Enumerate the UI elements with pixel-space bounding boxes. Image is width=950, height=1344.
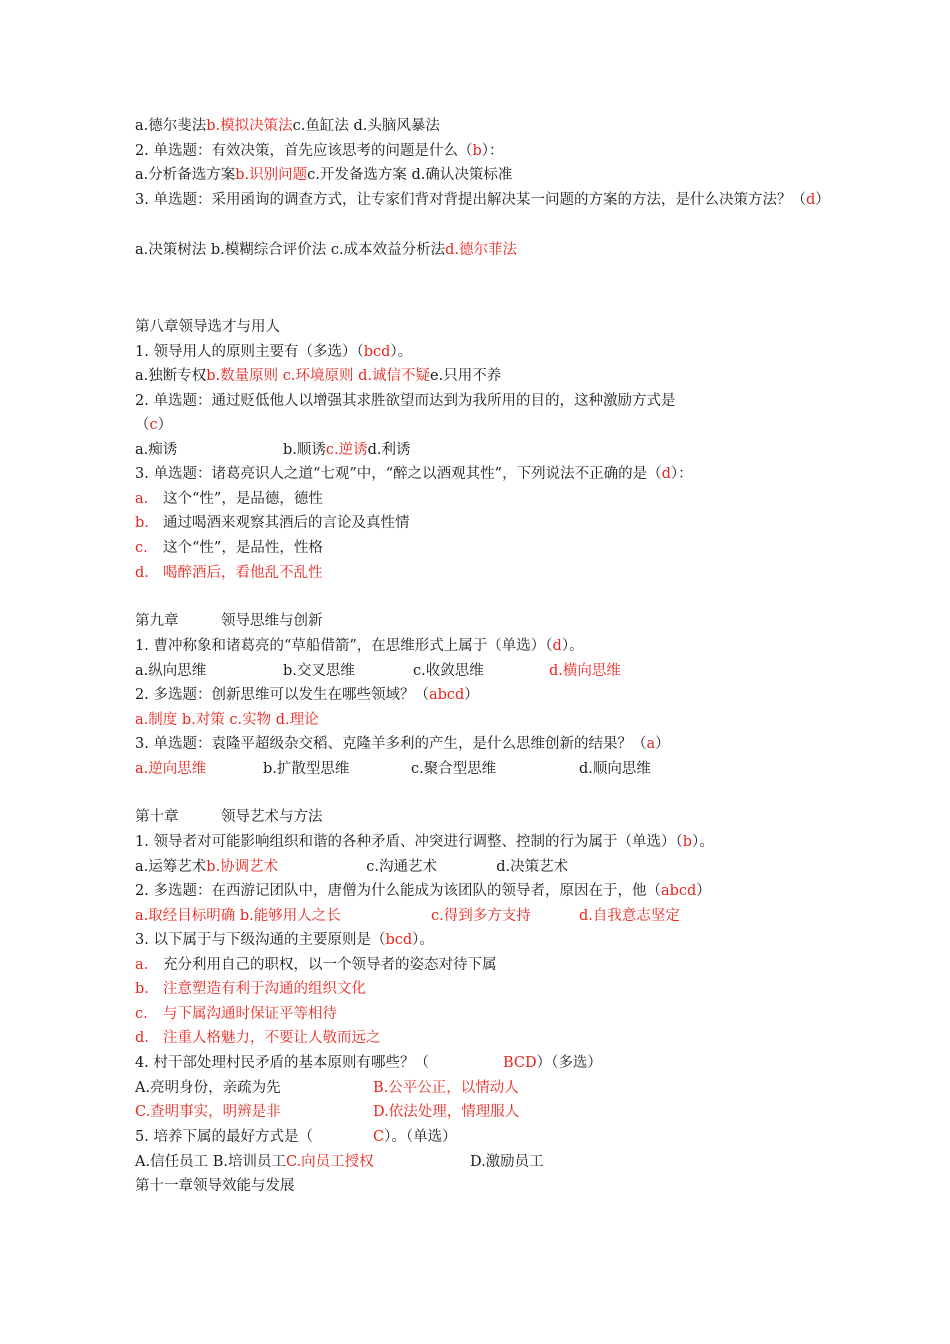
question-text: 通过喝酒来观察其酒后的言论及真性情 xyxy=(163,515,410,531)
question-text: a.纵向思维 xyxy=(135,663,207,679)
text-line xyxy=(135,364,830,388)
question-text: 2. 单选题：有效决策，首先应该思考的问题是什么（ xyxy=(135,143,473,159)
text-line xyxy=(135,315,830,339)
answer-text: d. xyxy=(135,565,149,581)
question-text: D.激励员工 xyxy=(469,1154,544,1170)
question-text: c.开发备选方案 d.确认决策标准 xyxy=(307,167,513,183)
question-text: 1. 领导者对可能影响组织和谐的各种矛盾、冲突进行调整、控制的行为属于（单选）（ xyxy=(135,834,683,850)
question-text: a.决策树法 b.模糊综合评价法 c.成本效益分析法 xyxy=(135,242,446,258)
question-text: d.利诱 xyxy=(367,442,411,458)
text-line xyxy=(135,561,830,585)
question-text: 1. 曹冲称象和诸葛亮的“草船借箭”，在思维形式上属于（单选）（ xyxy=(135,638,553,654)
text-line xyxy=(135,879,830,903)
text-line xyxy=(135,1076,830,1100)
answer-text: abcd xyxy=(428,687,465,703)
answer-text: bcd xyxy=(385,932,413,948)
question-text: ）。 xyxy=(390,344,413,360)
text-line xyxy=(135,708,830,732)
question-text: 第十一章领导效能与发展 xyxy=(135,1178,295,1194)
answer-text: b xyxy=(472,143,482,159)
answer-text: d.横向思维 xyxy=(549,663,621,679)
question-text: 3. 单选题：袁隆平超级杂交稻、克隆羊多利的产生，是什么思维创新的结果？（ xyxy=(135,736,647,752)
text-line xyxy=(135,139,830,163)
question-text: A.信任员工 B.培训员工 xyxy=(135,1154,286,1170)
answer-text: b. xyxy=(135,515,149,531)
answer-text: c. xyxy=(135,540,148,556)
question-text: A.亮明身份，亲疏为先 xyxy=(135,1080,281,1096)
question-text: 第十章 xyxy=(135,809,179,825)
text-line xyxy=(135,340,830,364)
question-text: ）。 xyxy=(412,932,434,948)
text-line xyxy=(135,1002,830,1026)
text-line xyxy=(135,634,830,658)
answer-text: b.数量原则 c.环境原则 d.诚信不疑 xyxy=(206,368,430,384)
text-line xyxy=(135,659,830,683)
question-text: 这个“性”，是品性，性格 xyxy=(163,540,323,556)
answer-text: C.查明事实，明辨是非 xyxy=(135,1104,281,1120)
text-line xyxy=(135,977,830,1001)
text-line xyxy=(135,732,830,756)
text-line xyxy=(135,1100,830,1124)
text-line xyxy=(135,904,830,928)
question-text: 2. 单选题：通过贬低他人以增强其求胜欲望而达到为我所用的目的，这种激励方式是 xyxy=(135,393,676,409)
answer-text: d xyxy=(552,638,562,654)
answer-text: d.德尔菲法 xyxy=(445,242,517,258)
answer-text: C xyxy=(373,1129,385,1145)
text-line xyxy=(135,413,830,437)
question-text: 领导思维与创新 xyxy=(221,613,323,629)
text-line xyxy=(135,928,830,952)
question-text: 充分利用自己的职权，以一个领导者的姿态对待下属 xyxy=(163,957,497,973)
text-line xyxy=(135,1026,830,1050)
question-text: 这个“性”，是品德，德性 xyxy=(163,491,323,507)
question-text: ） xyxy=(655,736,670,752)
answer-text: a. xyxy=(135,491,149,507)
text-line xyxy=(135,511,830,535)
text-line xyxy=(135,462,830,486)
text-line xyxy=(135,536,830,560)
question-text: 1. 领导用人的原则主要有（多选）（ xyxy=(135,344,364,360)
text-line xyxy=(135,163,830,187)
answer-text: a. xyxy=(135,957,149,973)
answer-text: d. xyxy=(135,1030,149,1046)
answer-text: b.协调艺术 xyxy=(206,859,279,875)
answer-text: d.自我意志坚定 xyxy=(579,908,680,924)
question-text: b.交叉思维 xyxy=(283,663,355,679)
text-line xyxy=(135,1051,830,1075)
answer-text: b xyxy=(682,834,692,850)
question-text: ）（多选） xyxy=(536,1055,602,1071)
answer-text: d xyxy=(661,466,671,482)
answer-text: c xyxy=(149,417,158,433)
answer-text: b. xyxy=(135,981,149,997)
question-text: 3. 以下属于与下级沟通的主要原则是（ xyxy=(135,932,386,948)
question-text: d.决策艺术 xyxy=(496,859,569,875)
question-text: ） xyxy=(464,687,479,703)
question-text: a.德尔斐法 xyxy=(135,118,207,134)
question-text: ）： xyxy=(481,143,504,159)
question-text: ）。 xyxy=(692,834,714,850)
question-text: 领导艺术与方法 xyxy=(221,809,323,825)
text-line xyxy=(135,487,830,511)
answer-text: b.识别问题 xyxy=(235,167,308,183)
answer-text: d xyxy=(805,192,816,208)
question-text: 第八章领导选才与用人 xyxy=(135,319,280,335)
answer-text: c. xyxy=(135,1006,148,1022)
answer-text: bcd xyxy=(363,344,391,360)
text-line xyxy=(135,1174,830,1198)
question-text: 5. 培养下属的最好方式是（ xyxy=(135,1129,313,1145)
answer-text: 注重人格魅力，不要让人敬而远之 xyxy=(163,1030,381,1046)
answer-text: B.公平公正，以情动人 xyxy=(373,1080,519,1096)
answer-text: a.制度 b.对策 c.实物 d.理论 xyxy=(135,712,319,728)
question-text: a.痴诱 xyxy=(135,442,178,458)
answer-text: D.依法处理，情理服人 xyxy=(373,1104,520,1120)
question-text: ）。 xyxy=(561,638,584,654)
answer-text: a xyxy=(646,736,656,752)
answer-text: 注意塑造有利于沟通的组织文化 xyxy=(163,981,366,997)
answer-text: 与下属沟通时保证平等相待 xyxy=(163,1006,337,1022)
question-text: e.只用不养 xyxy=(430,368,502,384)
answer-text: C.向员工授权 xyxy=(285,1154,374,1170)
question-text: b.顺诱 xyxy=(283,442,326,458)
question-text: c.收敛思维 xyxy=(413,663,484,679)
question-text: 4. 村干部处理村民矛盾的基本原则有哪些？（ xyxy=(135,1055,429,1071)
question-text: ） xyxy=(815,192,830,208)
text-line xyxy=(135,114,830,138)
text-line xyxy=(135,953,830,977)
question-text: a.运筹艺术 xyxy=(135,859,207,875)
question-text: a.独断专权 xyxy=(135,368,207,384)
question-text: b.扩散型思维 xyxy=(263,761,350,777)
question-text: （ xyxy=(135,417,150,433)
question-text: 3. 单选题：诸葛亮识人之道“七观”中，“醉之以酒观其性”，下列说法不正确的是（ xyxy=(135,466,662,482)
text-line xyxy=(135,757,830,781)
question-text: c.鱼缸法 d.头脑风暴法 xyxy=(292,118,440,134)
answer-text: a.取经目标明确 b.能够用人之长 xyxy=(135,908,341,924)
question-text: d.顺向思维 xyxy=(579,761,651,777)
question-text: ） xyxy=(157,417,173,433)
question-text: 2. 多选题：在西游记团队中，唐僧为什么能成为该团队的领导者，原因在于，他（ xyxy=(135,883,661,899)
question-text: a.分析备选方案 xyxy=(135,167,236,183)
answer-text: c.逆诱 xyxy=(325,442,368,458)
question-text: 2. 多选题：创新思维可以发生在哪些领域？（ xyxy=(135,687,429,703)
answer-text: abcd xyxy=(660,883,697,899)
answer-text: BCD xyxy=(503,1055,537,1071)
text-line xyxy=(135,188,830,213)
text-line xyxy=(135,609,830,633)
text-line xyxy=(135,238,830,262)
question-text: ）。（单选） xyxy=(384,1129,457,1145)
text-line xyxy=(135,438,830,462)
text-line xyxy=(135,1150,830,1174)
text-line xyxy=(135,683,830,707)
question-text: ）： xyxy=(670,466,693,482)
question-text: c.聚合型思维 xyxy=(411,761,497,777)
answer-text: a.逆向思维 xyxy=(135,761,207,777)
answer-text: b.模拟决策法 xyxy=(206,118,293,134)
question-text: 第九章 xyxy=(135,613,179,629)
question-text: c.沟通艺术 xyxy=(366,859,437,875)
question-text: 3. 单选题：采用函询的调查方式，让专家们背对背提出解决某一问题的方案的方法，是什么决策方法？（ xyxy=(135,192,806,208)
text-line xyxy=(135,1125,830,1149)
text-line xyxy=(135,855,830,879)
text-line xyxy=(135,389,830,413)
answer-text: 喝醉酒后，看他乱不乱性 xyxy=(163,565,323,581)
question-text: ） xyxy=(696,883,711,899)
text-line xyxy=(135,805,830,829)
text-line xyxy=(135,830,830,854)
answer-text: c.得到多方支持 xyxy=(431,908,531,924)
